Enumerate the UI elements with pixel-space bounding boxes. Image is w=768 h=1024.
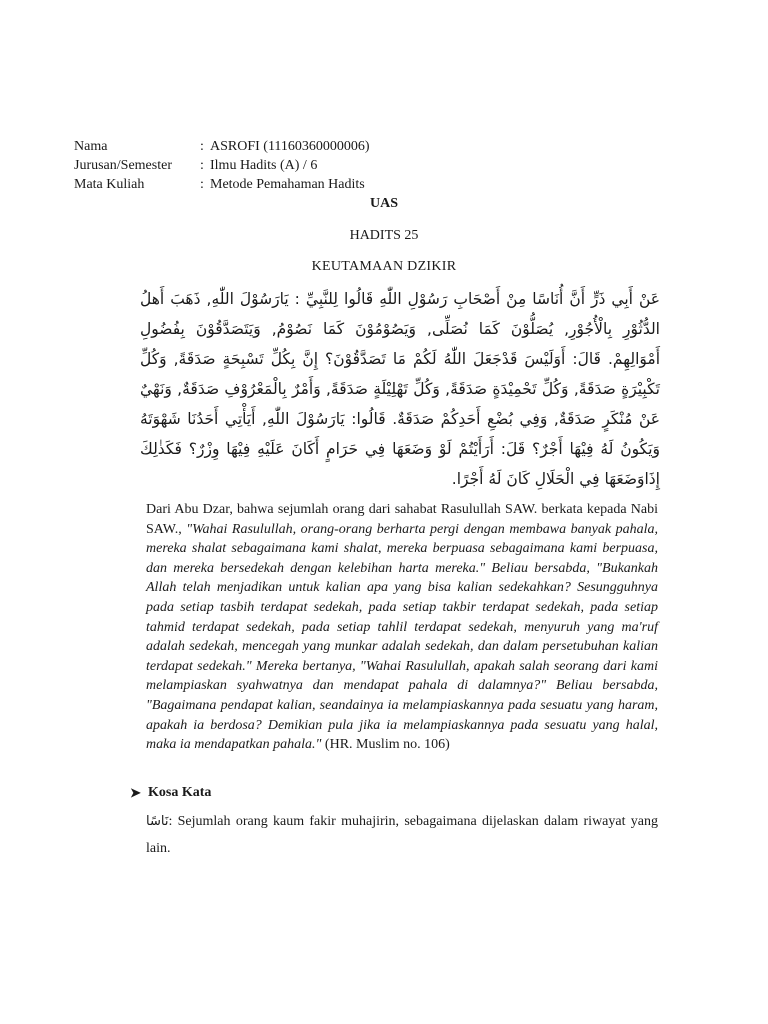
info-colon: : bbox=[200, 158, 204, 173]
arabic-hadith-text: عَنْ أَبِي ذَرٍّ أَنَّ أُنَاسًا مِنْ أَصْحَابِ رَسُوْلِ اللّٰهِ قَالُوا لِلنَّبِيِّ : يَارَسُوْلَ اللّٰهِ, ذَهَبَ أَهلُ الدُّثُوْرِ بِالْأُجُوْرِ, يُصَلُّوْنَ كَمَا نُصَلِّى, وَيَصُوْمُوْنَ كَمَا نَصُوْمُ, وَيَتَصَدَّقُوْنَ بِفُضُولِ أَمْوَالِهِمْ. قَالَ: أَوَلَيْسَ قَدْجَعَلَ اللّٰهُ لَكُمْ مَا تَصَدَّقُوْنَ؟ إِنَّ بِكُلِّ تَسْبِحَةٍ صَدَقَةً, وَكُلِّ تَكْبِيْرَةٍ صَدَقَةً, وَكُلِّ تَحْمِيْدَةٍ صَدَقَةً, وَكُلِّ تَهْلِيْلَةٍ صَدَقَةً, وَأَمْرٌ بِالْمَعْرُوْفِ صَدَقَةٌ, وَنَهْيٌ عَنْ مُنْكَرٍ صَدَقَةٌ, وَفِي بُضْعِ أَحَدِكُمْ صَدَقَةٌ. قَالُوا: يَارَسُوْلَ اللّٰهِ, أَيَأْتِي أَحَدُنَا شَهْوَتَهُ وَيَكُونُ لَهُ فِيْهَا أَجْرٌ؟ قَلَ: أَرَأَيْتُمْ لَوْ وَضَعَهَا فِي حَرَامٍ أَكَانَ عَلَيْهِ فِيْهَا وِزْرٌ؟ فَكَذٰلِكَ إِذَاوَضَعَهَا فِي الْحَلَالِ كَانَ لَهُ أَجْرًا. bbox=[140, 290, 660, 488]
vocabulary-separator: : bbox=[168, 814, 178, 829]
vocabulary-heading bbox=[130, 785, 211, 801]
student-major: Ilmu Hadits (A) / 6 bbox=[210, 158, 318, 173]
info-row-course bbox=[74, 175, 370, 194]
hadith-number: HADITS 25 bbox=[349, 228, 419, 243]
info-label: Jurusan/Semester bbox=[74, 158, 172, 173]
info-label: Nama bbox=[74, 139, 108, 154]
hadith-topic: KEUTAMAAN DZIKIR bbox=[311, 259, 457, 274]
info-label: Mata Kuliah bbox=[74, 177, 145, 192]
vocabulary-heading-label: Kosa Kata bbox=[148, 785, 212, 800]
info-row-name bbox=[74, 137, 370, 156]
course-name: Metode Pemahaman Hadits bbox=[210, 177, 365, 192]
translation-source: (HR. Muslim no. 106) bbox=[321, 737, 450, 753]
hadith-translation bbox=[146, 500, 658, 755]
info-colon: : bbox=[200, 177, 204, 192]
vocabulary-entry bbox=[146, 808, 658, 862]
vocabulary-term: نَاسًا bbox=[146, 814, 169, 829]
translation-quote: "Wahai Rasulullah, orang-orang berharta pergi dengan membawa banyak pahala, mereka shalat sebagaimana kami shalat, mereka berpuasa sebagaimana kami berpuasa, dan mereka bersedekah dengan kelebihan harta mereka." Beliau bersabda, "Bukankah Allah telah menjadikan untuk kalian apa yang bisa kalian sedekahkan? Sesungguhnya pada setiap tasbih terdapat sedekah, pada setiap takbir terdapat sedekah, pada setiap tahmid terdapat sedekah, pada setiap tahlil terdapat sedekah, menyuruh yang ma'ruf adalah sedekah, mencegah yang munkar adalah sedekah, dan dalam persetubuhan kalian terdapat sedekah." Mereka bertanya, "Wahai Rasulullah, apakah salah seorang dari kami melampiaskan syahwatnya dan mendapat pahala di dalamnya?" Beliau bersabda, "Bagaimana pendapat kalian, seandainya ia melampiaskannya pada sesuatu yang haram, apakah ia berdosa? Demikian pula jika ia melampiaskannya pada sesuatu yang halal, maka ia mendapatkan pahala." bbox=[146, 521, 658, 753]
info-row-major bbox=[74, 156, 370, 175]
document-title: UAS bbox=[369, 196, 398, 211]
vocabulary-definition: Sejumlah orang kaum fakir muhajirin, sebagaimana dijelaskan dalam riwayat yang lain. bbox=[146, 814, 659, 856]
arrow-bullet-icon: ➤ bbox=[130, 785, 141, 800]
info-colon: : bbox=[200, 139, 204, 154]
student-info bbox=[74, 137, 370, 194]
student-name: ASROFI (11160360000006) bbox=[210, 139, 370, 154]
translation-intro: Dari Abu Dzar, bahwa sejumlah orang dari sahabat Rasulullah SAW. berkata kepada Nabi SAW., bbox=[146, 502, 658, 537]
